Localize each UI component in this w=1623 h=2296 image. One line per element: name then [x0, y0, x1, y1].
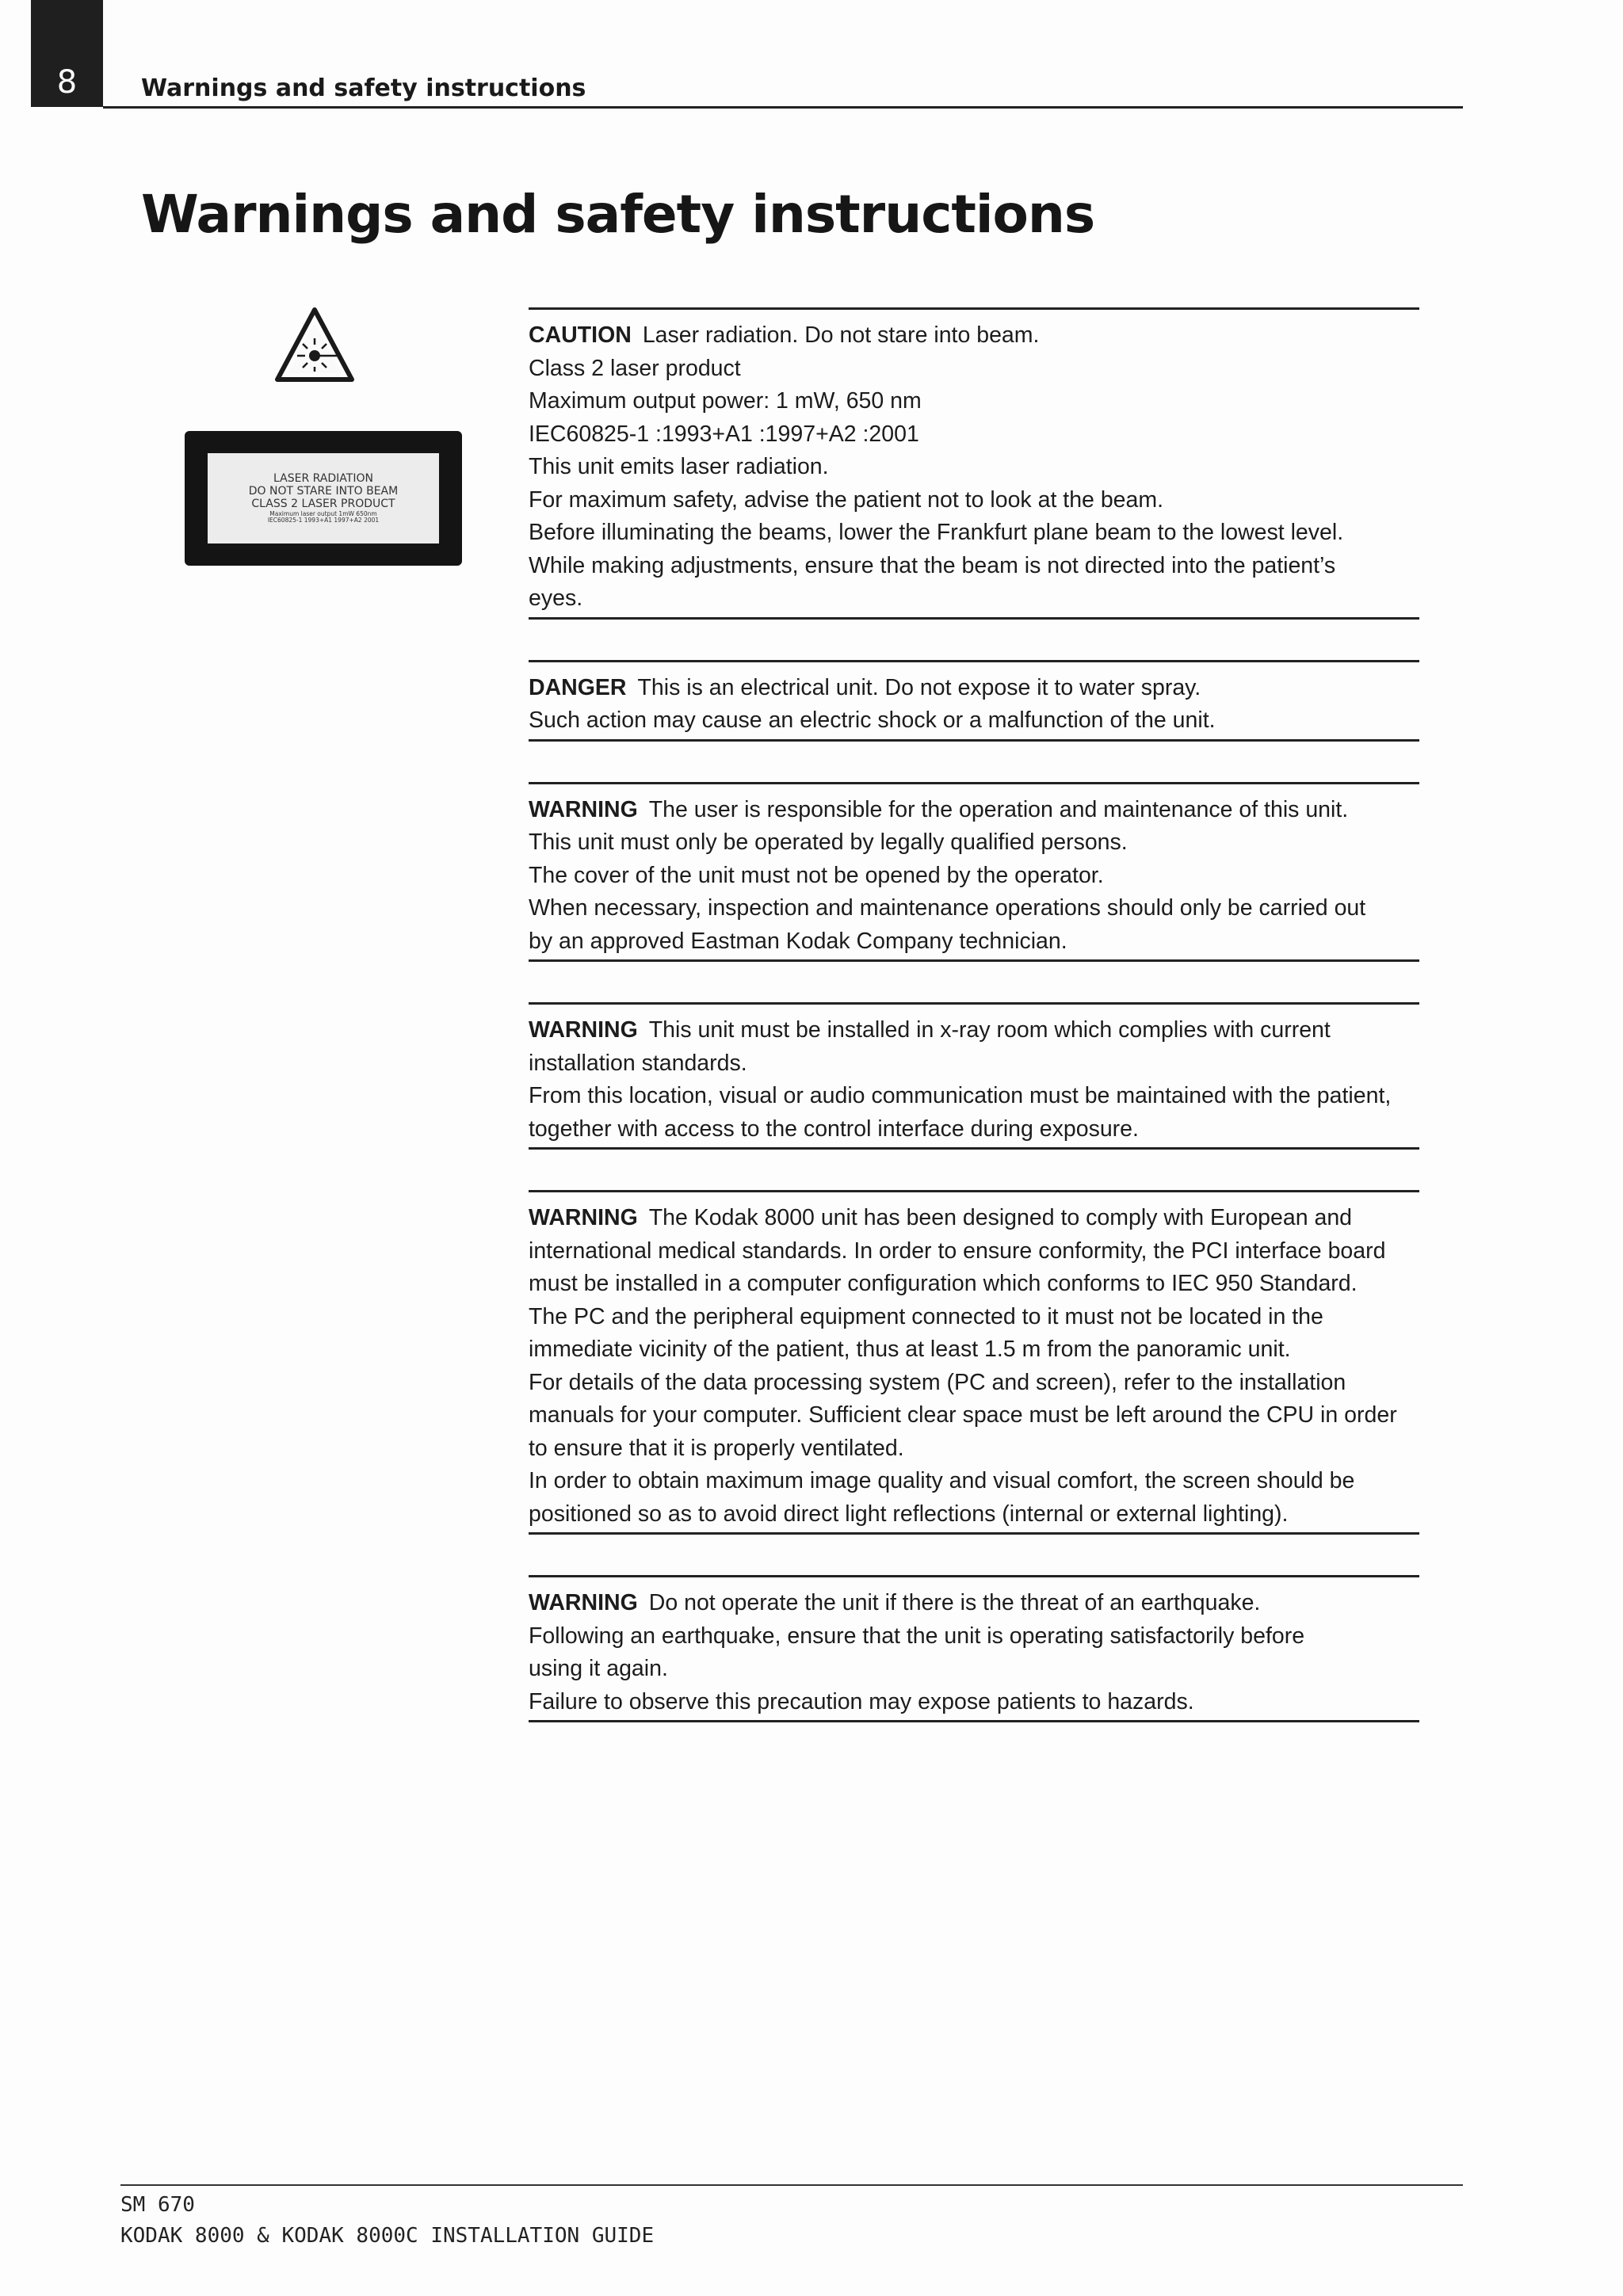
laser-label-line: DO NOT STARE INTO BEAM: [248, 485, 399, 498]
notice-text: From this location, visual or audio communication must be maintained with the patient,: [529, 1083, 1392, 1108]
notice-text: This is an electrical unit. Do not expose it to water spray.: [637, 674, 1201, 700]
notice-text: Laser radiation. Do not stare into beam.: [642, 322, 1040, 348]
page-number: 8: [31, 0, 103, 107]
notice-text: by an approved Eastman Kodak Company technician.: [529, 928, 1067, 954]
page-title: Warnings and safety instructions: [141, 184, 1095, 245]
notice-keyword: CAUTION: [529, 322, 632, 348]
notice-text: Maximum output power: 1 mW, 650 nm: [529, 388, 922, 414]
notice-text: This unit must only be operated by legally qualified persons.: [529, 830, 1128, 855]
laser-product-label: [185, 431, 462, 566]
laser-warning-icon: [273, 305, 356, 384]
notice-text: positioned so as to avoid direct light reflections (internal or external lighting).: [529, 1501, 1289, 1527]
notice-text: While making adjustments, ensure that the beam is not directed into the patient’s: [529, 552, 1336, 578]
notice-text: In order to obtain maximum image quality and visual comfort, the screen should be: [529, 1468, 1355, 1493]
notice-text: immediate vicinity of the patient, thus at least 1.5 m from the panoramic unit.: [529, 1337, 1291, 1362]
danger-notice: [529, 660, 1419, 742]
notice-text: For details of the data processing system (PC and screen), refer to the installation: [529, 1369, 1346, 1395]
notice-text: The PC and the peripheral equipment connected to it must not be located in the: [529, 1303, 1323, 1329]
notice-text: When necessary, inspection and maintenance operations should only be carried out: [529, 895, 1366, 921]
notice-text: Failure to observe this precaution may expose patients to hazards.: [529, 1688, 1194, 1714]
laser-label-line: Maximum laser output 1mW 650nm: [269, 509, 377, 517]
notice-text: The Kodak 8000 unit has been designed to comply with European and: [648, 1205, 1353, 1230]
notice-text: Following an earthquake, ensure that the unit is operating satisfactorily before: [529, 1623, 1305, 1649]
notice-text: The cover of the unit must not be opened by the operator.: [529, 862, 1104, 888]
footer-rule: [120, 2184, 1463, 2186]
notice-text: together with access to the control interface during exposure.: [529, 1116, 1139, 1142]
notice-text: Such action may cause an electric shock or a malfunction of the unit.: [529, 707, 1216, 733]
warning-notice: [529, 1190, 1419, 1535]
document-title: KODAK 8000 & KODAK 8000C INSTALLATION GUIDE: [120, 2224, 655, 2248]
notice-text: This unit must be installed in x-ray room which complies with current: [648, 1017, 1331, 1043]
notice-text: must be installed in a computer configuration which conforms to IEC 950 Standard.: [529, 1271, 1358, 1296]
notice-keyword: WARNING: [529, 1590, 638, 1615]
notice-text: manuals for your computer. Sufficient clear space must be left around the CPU in order: [529, 1402, 1397, 1428]
laser-label-line: IEC60825-1 1993+A1 1997+A2 2001: [267, 517, 380, 524]
laser-label-line: CLASS 2 LASER PRODUCT: [251, 498, 395, 511]
warning-notice: [529, 1002, 1419, 1150]
notice-text: using it again.: [529, 1656, 668, 1681]
document-code: SM 670: [120, 2193, 195, 2217]
caution-notice: [529, 307, 1419, 620]
notice-text: installation standards.: [529, 1050, 747, 1076]
notice-text: This unit emits laser radiation.: [529, 454, 829, 479]
notice-text: international medical standards. In order to ensure conformity, the PCI interface board: [529, 1238, 1386, 1264]
header-rule: [103, 106, 1463, 109]
notice-keyword: DANGER: [529, 674, 627, 700]
page-footer: [120, 2190, 654, 2252]
notice-keyword: WARNING: [529, 1017, 638, 1043]
notice-text: For maximum safety, advise the patient not to look at the beam.: [529, 486, 1164, 513]
notice-text: to ensure that it is properly ventilated.: [529, 1435, 904, 1461]
notice-text: Do not operate the unit if there is the threat of an earthquake.: [648, 1590, 1261, 1615]
notice-keyword: WARNING: [529, 796, 638, 822]
warning-notice: [529, 782, 1419, 963]
notice-keyword: WARNING: [529, 1205, 638, 1230]
running-header: Warnings and safety instructions: [141, 74, 586, 102]
notice-text: Class 2 laser product: [529, 355, 741, 381]
warning-notice: [529, 1575, 1419, 1722]
notice-text: IEC60825-1 :1993+A1 :1997+A2 :2001: [529, 421, 919, 447]
notice-text: Before illuminating the beams, lower the Frankfurt plane beam to the lowest level.: [529, 520, 1344, 545]
notice-text: eyes.: [529, 585, 583, 611]
notices-list: [529, 307, 1419, 1722]
laser-label-line: LASER RADIATION: [273, 472, 373, 486]
notice-text: The user is responsible for the operation and maintenance of this unit.: [648, 796, 1349, 822]
